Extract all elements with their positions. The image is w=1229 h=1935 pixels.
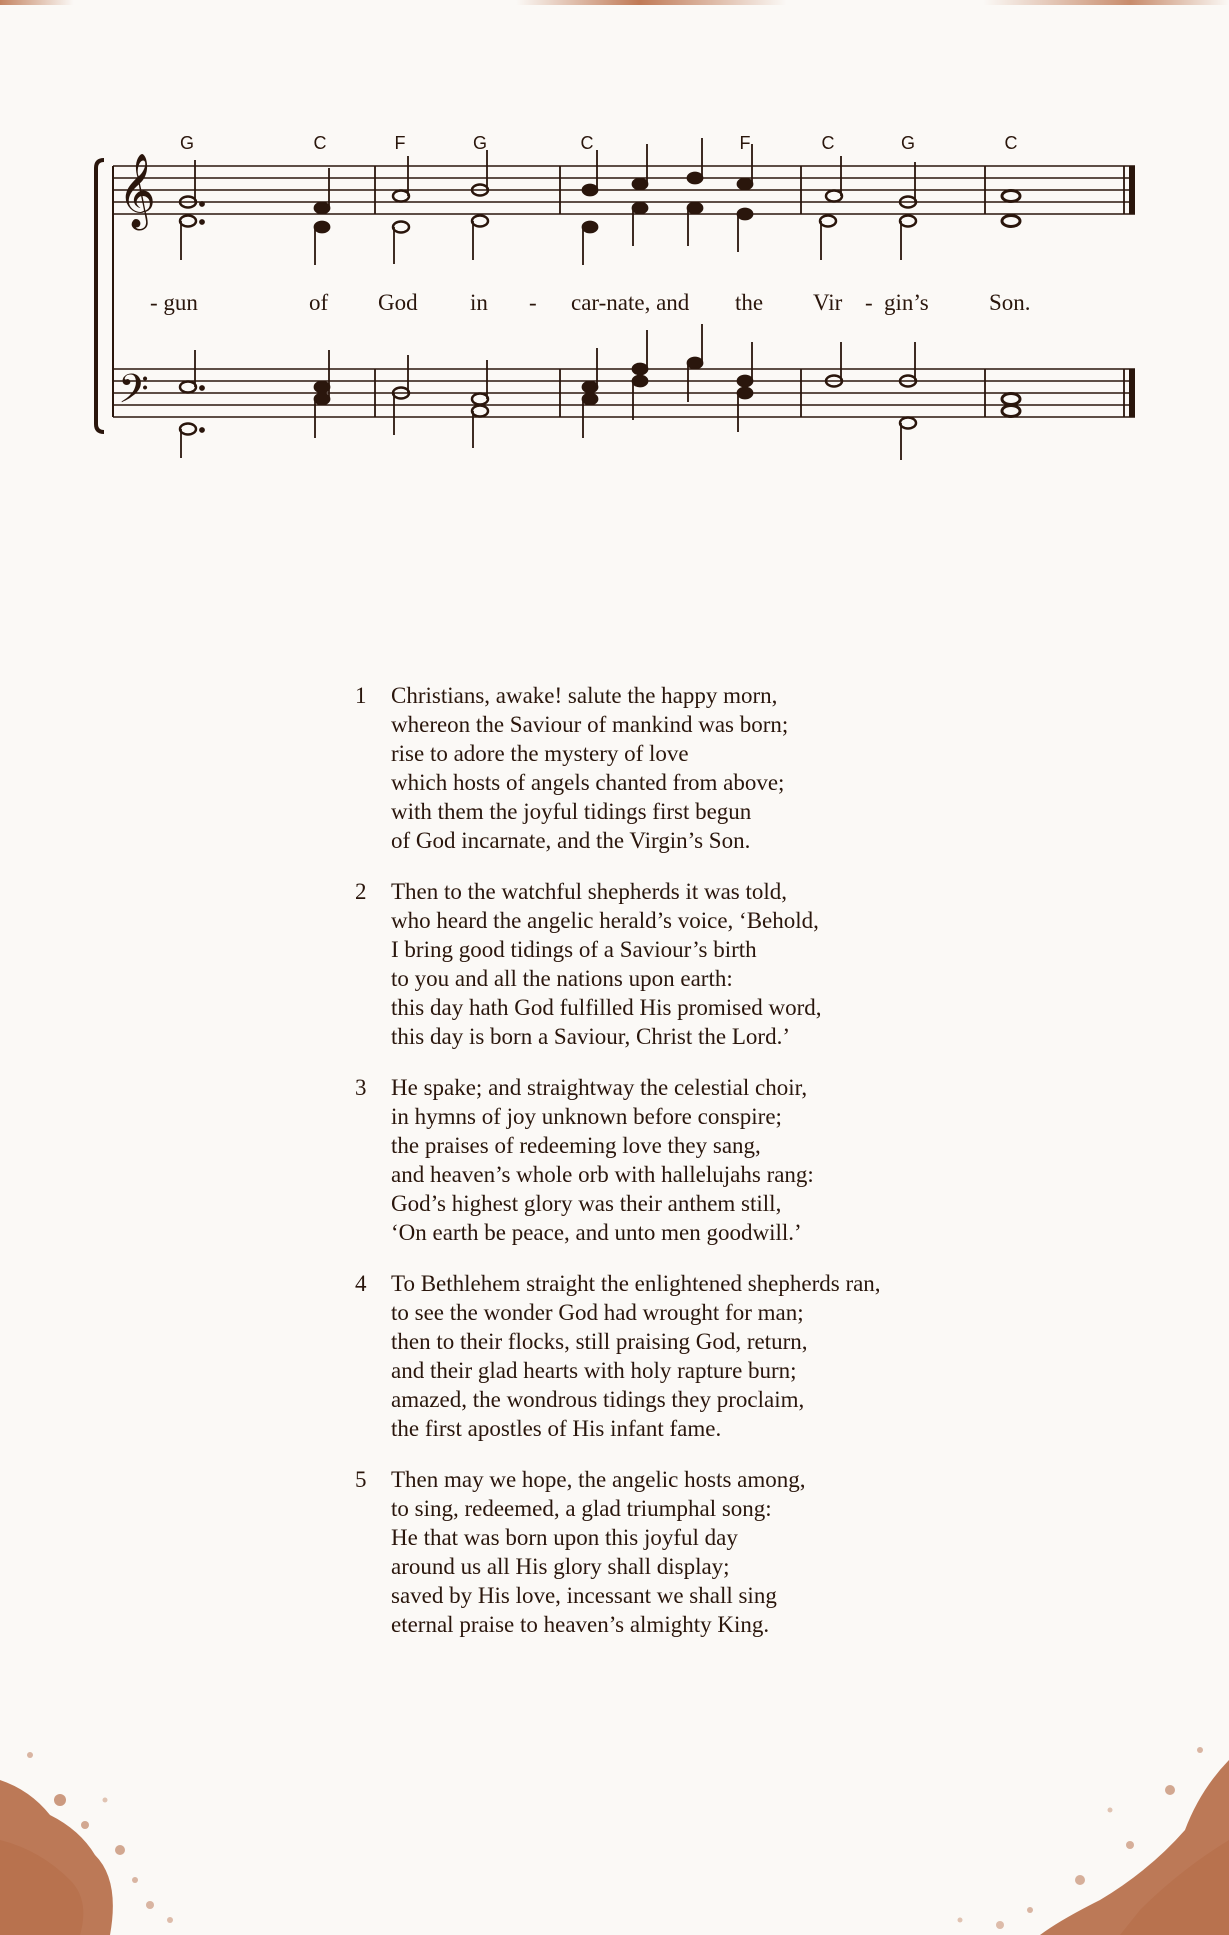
verse-line: in hymns of joy unknown before conspire; bbox=[391, 1104, 782, 1129]
verse-line: the praises of redeeming love they sang, bbox=[391, 1133, 761, 1158]
verse-5 bbox=[355, 1465, 1055, 1639]
verse-number: 5 bbox=[355, 1467, 367, 1492]
verse-line: this day is born a Saviour, Christ the Lord.’ bbox=[391, 1024, 790, 1049]
chord-symbol: F bbox=[739, 133, 751, 153]
chord-symbol: G bbox=[472, 133, 488, 153]
paint-splatter-decoration bbox=[0, 1640, 1229, 1935]
verse-line: saved by His love, incessant we shall sing bbox=[391, 1583, 777, 1608]
chord-symbol: C bbox=[313, 133, 327, 153]
verse-line: ‘On earth be peace, and unto men goodwill.’ bbox=[391, 1220, 802, 1245]
verse-line: rise to adore the mystery of love bbox=[391, 741, 689, 766]
verse-line: and heaven’s whole orb with hallelujahs rang: bbox=[391, 1162, 814, 1187]
verse-line: Christians, awake! salute the happy morn, bbox=[391, 683, 778, 708]
lyric-syllable: Son. bbox=[989, 290, 1031, 315]
verse-line: Then to the watchful shepherds it was told, bbox=[391, 879, 788, 904]
lyric-syllable: Vir bbox=[813, 290, 843, 315]
bass-staff bbox=[113, 369, 1135, 417]
verse-line: of God incarnate, and the Virgin’s Son. bbox=[391, 828, 751, 853]
chord-symbol: C bbox=[580, 133, 594, 153]
verse-line: God’s highest glory was their anthem still, bbox=[391, 1191, 782, 1216]
verse-line: to you and all the nations upon earth: bbox=[391, 966, 733, 991]
treble-clef-icon: 𝄞 bbox=[118, 154, 156, 228]
lyric-syllable: of bbox=[309, 290, 329, 315]
lyric-syllable: - gun bbox=[150, 290, 198, 315]
chord-symbol: C bbox=[821, 133, 835, 153]
verse-line: eternal praise to heaven’s almighty King. bbox=[391, 1612, 770, 1637]
verse-line: the first apostles of His infant fame. bbox=[391, 1416, 722, 1441]
verse-line: I bring good tidings of a Saviour’s birth bbox=[391, 937, 757, 962]
treble-staff bbox=[113, 166, 1135, 214]
bass-notes bbox=[180, 324, 1020, 460]
chord-symbol: C bbox=[1004, 133, 1018, 153]
verse-2 bbox=[355, 877, 1055, 1051]
verse-4 bbox=[355, 1269, 1055, 1443]
lyric-syllable: God bbox=[378, 290, 418, 315]
verse-line: Then may we hope, the angelic hosts among, bbox=[391, 1467, 806, 1492]
chord-symbol: G bbox=[900, 133, 916, 153]
bass-clef-icon: 𝄢 bbox=[118, 366, 149, 422]
verse-line: this day hath God fulfilled His promised word, bbox=[391, 995, 822, 1020]
chord-symbol: F bbox=[394, 133, 406, 153]
verse-number: 4 bbox=[355, 1271, 367, 1296]
verse-line: who heard the angelic herald’s voice, ‘Behold, bbox=[391, 908, 819, 933]
verse-line: which hosts of angels chanted from above; bbox=[391, 770, 785, 795]
lyric-syllable: car-nate, and bbox=[571, 290, 690, 315]
lyric-syllable: - bbox=[865, 290, 873, 315]
verse-1 bbox=[355, 681, 1055, 855]
verse-number: 3 bbox=[355, 1075, 367, 1100]
verse-line: then to their flocks, still praising God, return, bbox=[391, 1329, 808, 1354]
staff-notation bbox=[0, 0, 1229, 480]
verse-line: whereon the Saviour of mankind was born; bbox=[391, 712, 789, 737]
verse-line: with them the joyful tidings first begun bbox=[391, 799, 752, 824]
verse-number: 1 bbox=[355, 683, 367, 708]
lyric-syllable: the bbox=[735, 290, 764, 315]
verse-line: amazed, the wondrous tidings they proclaim, bbox=[391, 1387, 805, 1412]
verse-3 bbox=[355, 1073, 1055, 1247]
hymn-verses bbox=[355, 681, 1055, 1661]
verse-line: To Bethlehem straight the enlightened shepherds ran, bbox=[391, 1271, 881, 1296]
verse-line: He spake; and straightway the celestial choir, bbox=[391, 1075, 808, 1100]
verse-line: to sing, redeemed, a glad triumphal song: bbox=[391, 1496, 772, 1521]
verse-number: 2 bbox=[355, 879, 367, 904]
verse-line: around us all His glory shall display; bbox=[391, 1554, 730, 1579]
lyric-syllable: gin’s bbox=[884, 290, 929, 315]
verse-line: and their glad hearts with holy rapture burn; bbox=[391, 1358, 797, 1383]
lyric-syllable: - bbox=[529, 290, 537, 315]
lyric-syllable: in bbox=[470, 290, 488, 315]
chord-symbol: G bbox=[179, 133, 195, 153]
verse-line: to see the wonder God had wrought for man; bbox=[391, 1300, 804, 1325]
verse-line: He that was born upon this joyful day bbox=[391, 1525, 738, 1550]
